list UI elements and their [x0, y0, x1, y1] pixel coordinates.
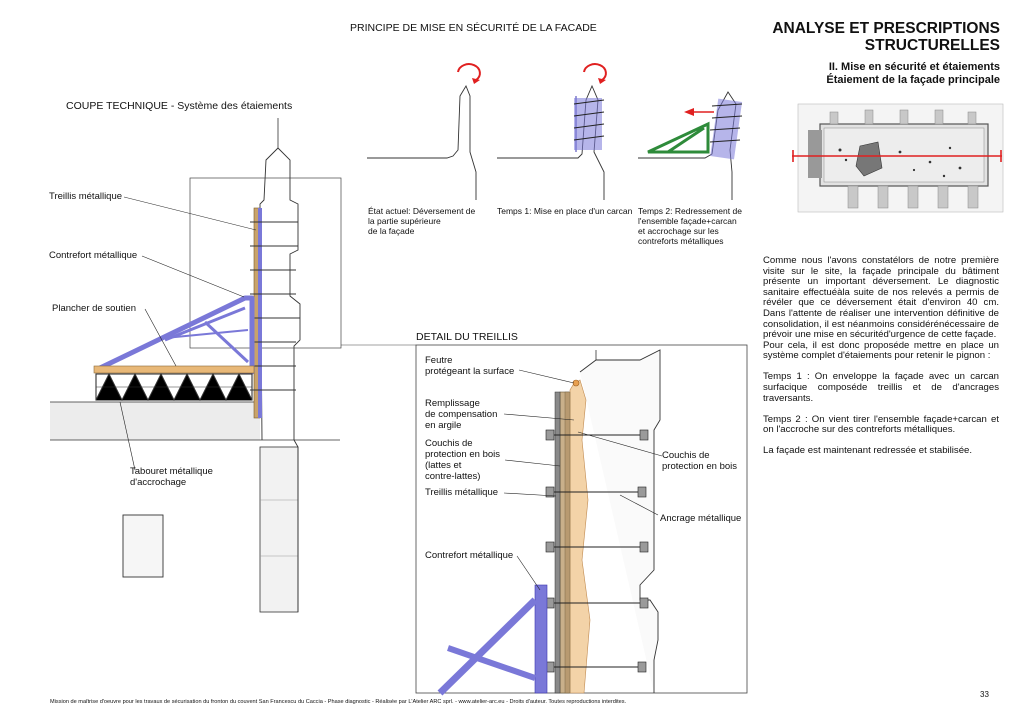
- subtitle-line2: Étaiement de la façade principale: [826, 74, 1000, 86]
- center-title: PRINCIPE DE MISE EN SÉCURITÉ DE LA FACADE: [350, 22, 597, 34]
- paragraph-2: Pour cela, il est donc proposéde mettre en place un système complet d'étaiements pour retenir le pignon :: [763, 339, 999, 362]
- label-couchis-right: Couchis de protection en bois: [662, 450, 737, 472]
- label-feutre: Feutre protégeant la surface: [425, 355, 515, 377]
- paragraph-1: Comme nous l'avons constatélors de notre première visite sur le site, la façade principale du bâtiment présente un important déversement. Le diagnostic sanitaire effectuéàla suite de nos relevés a permis de révéler que ce déversement était d'environ 40 cm. Dans l'attente de réaliser une intervention définitive de consolidation, il est néanmoins considérénécessaire de prévoir une mise en sécuritéd'urgence de cette façade.: [763, 255, 999, 341]
- coupe-title: COUPE TECHNIQUE - Système des étaiements: [66, 100, 293, 112]
- site-plan: [792, 104, 1003, 212]
- steel-grid: [555, 392, 560, 693]
- subtitle-line1: II. Mise en sécurité et étaiements: [828, 61, 1000, 73]
- rotation-arrows: [458, 64, 606, 80]
- detail-wall: [580, 350, 660, 693]
- label-tabouret: Tabouret métallique d'accrochage: [130, 466, 213, 488]
- paragraph-3: Temps 1 : On enveloppe la façade avec un carcan surfacique composéde treillis et de d'ancrages traversants.: [763, 371, 999, 404]
- detail-title: DETAIL DU TREILLIS: [416, 331, 518, 343]
- clay-filling: [570, 380, 590, 693]
- body-text: [763, 256, 999, 468]
- paragraph-4: Temps 2 : On vient tirer l'ensemble façade+carcan et on l'accroche sur des contreforts métalliques.: [763, 413, 999, 436]
- page-number: 33: [980, 690, 989, 699]
- label-detail-contrefort: Contrefort métallique: [425, 550, 514, 561]
- plancher-deck: [94, 366, 254, 373]
- label-couchis: Couchis de protection en bois (lattes et contre-lattes): [425, 438, 500, 482]
- label-plancher: Plancher de soutien: [52, 303, 136, 314]
- step0-caption: État actuel: Déversement de la partie supérieure de la façade: [368, 206, 476, 236]
- page-title-line1: ANALYSE ET PRESCRIPTIONS: [772, 20, 1000, 37]
- label-contrefort: Contrefort métallique: [49, 250, 138, 261]
- detail-contrefort: [535, 585, 547, 693]
- step2-caption: Temps 2: Redressement de l'ensemble façade+carcan et accrochage sur les contreforts métalliques: [638, 206, 742, 246]
- step1-carcan: [574, 96, 604, 152]
- page-title-line2: STRUCTURELLES: [864, 37, 1000, 54]
- window-opening: [123, 515, 163, 577]
- label-detail-treillis: Treillis métallique: [425, 487, 499, 498]
- green-brace: [648, 124, 708, 152]
- label-treillis: Treillis métallique: [49, 191, 123, 202]
- carcan-steel: [258, 208, 262, 418]
- label-ancrage: Ancrage métallique: [660, 513, 742, 524]
- lower-wall: [260, 447, 298, 612]
- paragraph-5: La façade est maintenant redressée et stabilisée.: [763, 445, 973, 457]
- footer-credit: Mission de maîtrise d'oeuvre pour les travaux de sécurisation du fronton du couvent San Francescu du Caccia - Phase diagnostic - Réalisée par L'Atelier ARC sprl. - www.atelier-arc.eu - Droits d'auteur. Toutes reproductions interdites.: [50, 699, 627, 705]
- ground-section: [50, 402, 260, 440]
- label-remplissage: Remplissage de compensation en argile: [425, 398, 498, 431]
- step1-caption: Temps 1: Mise en place d'un carcan: [497, 206, 633, 216]
- step2-carcan: [648, 99, 742, 160]
